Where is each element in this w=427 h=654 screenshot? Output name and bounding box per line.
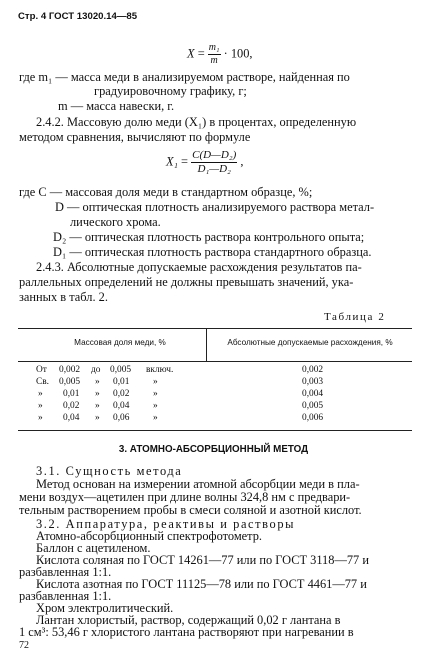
row-from: 0,01 <box>63 389 80 399</box>
paragraph-2-4-3: раллельных определений не должны превышать значений, ука- <box>19 275 354 289</box>
row-suffix: » <box>153 389 158 399</box>
row-tolerance: 0,002 <box>302 365 324 375</box>
formula-denominator: m <box>210 55 218 66</box>
paragraph-3-2: 1 см³: 53,46 г хлористого лантана растворяют при нагревании в <box>19 625 354 639</box>
table-header-rule <box>18 361 412 362</box>
table-row <box>0 401 427 413</box>
table-bottom-rule <box>18 430 412 431</box>
formula-lhs: X₁ <box>166 154 178 169</box>
paragraph-3-2: разбавленная 1:1. <box>19 589 112 603</box>
table-row <box>0 389 427 401</box>
where-line: m — масса навески, г. <box>58 99 175 113</box>
formula-lhs: X <box>187 46 195 61</box>
paragraph-2-4-3: занных в табл. 2. <box>19 290 108 304</box>
where-line: лического хрома. <box>70 215 161 229</box>
paragraph-3-1: тельным растворением пробы в смеси соляной и азотной кислот. <box>19 503 362 517</box>
formula-numerator: m₁ <box>208 42 220 53</box>
subsection-heading: 3.2. Аппаратура, реактивы и растворы <box>36 517 296 531</box>
row-suffix: » <box>153 377 158 387</box>
table-top-rule <box>18 328 412 329</box>
row-prefix: Св. <box>36 377 50 387</box>
where-line: D₁ — оптическая плотность раствора стандартного образца. <box>53 245 372 259</box>
paragraph-3-1: мени воздух—ацетилен при длине волны 324,8 нм с предвари- <box>19 490 351 504</box>
formula-tail: , <box>240 154 244 169</box>
row-tolerance: 0,004 <box>302 389 324 399</box>
running-head: Стр. 4 ГОСТ 13020.14—85 <box>18 11 138 22</box>
formula-denominator: D₁—D₂ <box>197 163 231 175</box>
row-to: 0,01 <box>113 377 130 387</box>
paragraph-3-2: Кислота азотная по ГОСТ 11125—78 или по ГОСТ 4461—77 и <box>36 577 367 591</box>
row-tolerance: 0,005 <box>302 401 324 411</box>
formula-fraction <box>191 150 237 175</box>
paragraph-3-1: Метод основан на измерении атомной абсорбции меди в пла- <box>36 477 360 491</box>
row-to: 0,005 <box>110 365 132 375</box>
formula-fraction <box>208 43 221 66</box>
row-from: 0,005 <box>59 377 81 387</box>
row-prefix: » <box>38 389 43 399</box>
table-column-header: Абсолютные допускаемые расхождения, % <box>227 338 393 347</box>
table-row <box>0 413 427 425</box>
row-tolerance: 0,003 <box>302 377 324 387</box>
paragraph-3-2: Атомно-абсорбционный спектрофотометр. <box>36 529 263 543</box>
row-to: 0,02 <box>113 389 130 399</box>
row-suffix: » <box>153 401 158 411</box>
table-caption: Таблица 2 <box>324 311 386 323</box>
table-column-header: Массовая доля меди, % <box>74 338 166 347</box>
table-row <box>0 365 427 377</box>
row-prefix: » <box>38 401 43 411</box>
section-title: 3. АТОМНО-АБСОРБЦИОННЫЙ МЕТОД <box>118 444 309 455</box>
paragraph-2-4-2: методом сравнения, вычисляют по формуле <box>19 130 251 144</box>
row-to-word: » <box>95 377 100 387</box>
formula-comparison <box>166 150 243 175</box>
where-line: где C — массовая доля меди в стандартном образце, %; <box>19 185 313 199</box>
where-line: D — оптическая плотность анализируемого раствора метал- <box>55 200 375 214</box>
paragraph-2-4-2: 2.4.2. Массовую долю меди (X₁) в процентах, определенную <box>36 115 357 129</box>
subsection-heading: 3.1. Сущность метода <box>36 464 183 478</box>
paragraph-3-2: Кислота соляная по ГОСТ 14261—77 или по ГОСТ 3118—77 и <box>36 553 369 567</box>
paragraph-2-4-3: 2.4.3. Абсолютные допускаемые расхождения результатов па- <box>36 260 362 274</box>
row-from: 0,002 <box>59 365 81 375</box>
paragraph-3-2: Лантан хлористый, раствор, содержащий 0,02 г лантана в <box>36 613 341 627</box>
row-to-word: » <box>95 413 100 423</box>
row-to-word: » <box>95 389 100 399</box>
formula-tail: · 100, <box>223 46 253 61</box>
row-to-word: » <box>95 401 100 411</box>
where-line: градуировочному графику, г; <box>94 84 247 98</box>
where-line: D₂ — оптическая плотность раствора контрольного опыта; <box>53 230 365 244</box>
row-from: 0,04 <box>63 413 80 423</box>
row-prefix: » <box>38 413 43 423</box>
row-prefix: От <box>36 365 47 375</box>
row-suffix: включ. <box>146 365 174 375</box>
formula-mass-fraction <box>187 43 253 66</box>
row-to: 0,06 <box>113 413 130 423</box>
row-tolerance: 0,006 <box>302 413 324 423</box>
paragraph-3-2: разбавленная 1:1. <box>19 565 112 579</box>
row-to-word: до <box>91 365 101 375</box>
row-to: 0,04 <box>113 401 130 411</box>
where-line: где m₁ — масса меди в анализируемом растворе, найденная по <box>19 70 350 84</box>
paragraph-3-2: Хром электролитический. <box>36 601 174 615</box>
table-column-divider <box>206 328 207 361</box>
paragraph-3-2: Баллон с ацетиленом. <box>36 541 151 555</box>
table-row <box>0 377 427 389</box>
formula-equals: = <box>181 154 188 169</box>
row-suffix: » <box>153 413 158 423</box>
page-number: 72 <box>19 640 29 651</box>
formula-numerator: C(D—D₂) <box>192 149 237 161</box>
row-from: 0,02 <box>63 401 80 411</box>
formula-equals: = <box>197 46 205 61</box>
